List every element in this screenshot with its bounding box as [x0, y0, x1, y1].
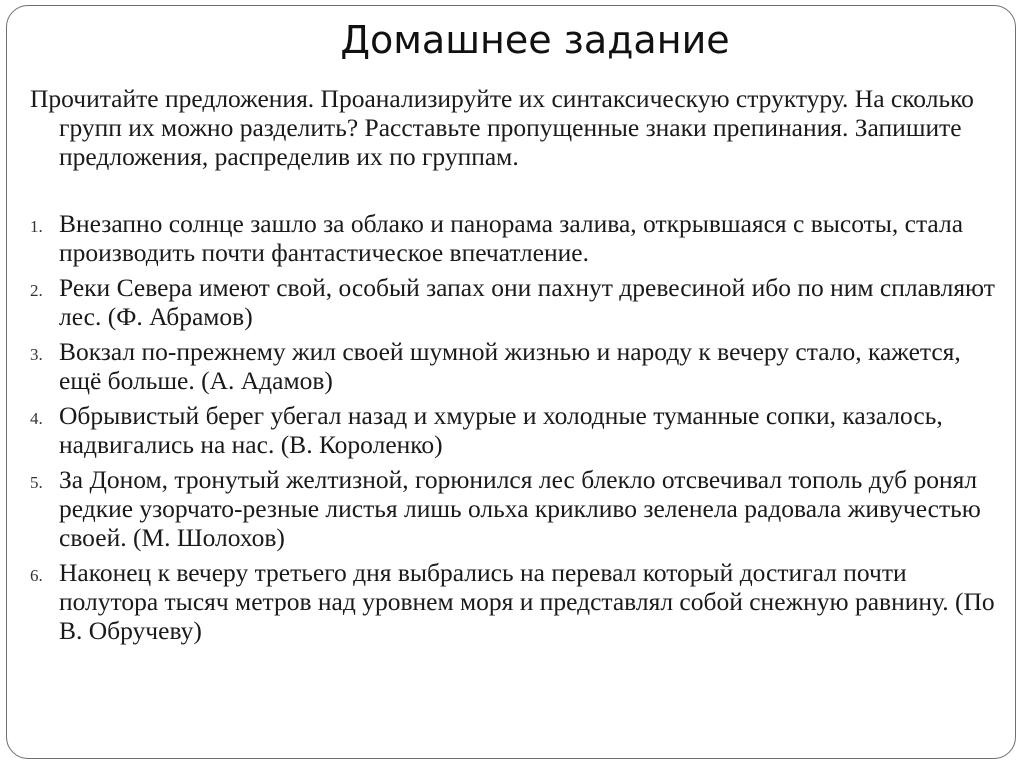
- task-instructions: Прочитайте предложения. Проанализируйте их синтаксическую структуру. На сколько групп их можно разделить? Расставьте пропущенные знаки препинания. Запишите предложения, распределив их по группам.: [30, 84, 974, 171]
- list-item: [30, 337, 1005, 395]
- item-text: Реки Севера имеют свой, особый запах они пахнут древесиной ибо по ним сплавляют лес. (Ф. Абрамов): [59, 273, 995, 331]
- list-item: [30, 401, 1005, 459]
- list-item: [30, 558, 1005, 645]
- item-number: 4.: [30, 409, 43, 428]
- item-text: Вокзал по-прежнему жил своей шумной жизнью и народу к вечеру стало, кажется, ещё больше. (А. Адамов): [59, 337, 961, 395]
- sentence-list: [30, 209, 1005, 645]
- list-item: [30, 273, 1005, 331]
- item-number: 6.: [30, 566, 43, 585]
- item-number: 3.: [30, 345, 43, 364]
- list-item: [30, 209, 1005, 267]
- list-item: [30, 465, 1005, 552]
- item-text: Наконец к вечеру третьего дня выбрались на перевал который достигал почти полутора тысяч метров над уровнем моря и представлял собой снежную равнину. (По В. Обручеву): [59, 558, 995, 645]
- slide-body: [30, 84, 1005, 651]
- item-text: Внезапно солнце зашло за облако и панорама залива, открывшаяся с высоты, стала производить почти фантастическое впечатление.: [59, 209, 964, 267]
- item-text: Обрывистый берег убегал назад и хмурые и холодные туманные сопки, казалось, надвигались на нас. (В. Короленко): [59, 401, 943, 459]
- slide-title: Домашнее задание: [340, 18, 730, 62]
- item-number: 2.: [30, 281, 43, 300]
- item-number: 5.: [30, 473, 43, 492]
- item-number: 1.: [30, 217, 43, 236]
- item-text: За Доном, тронутый желтизной, горюнился лес блекло отсвечивал тополь дуб ронял редкие узорчато-резные листья лишь ольха крикливо зеленела радовала живучестью своей. (М. Шолохов): [59, 465, 981, 552]
